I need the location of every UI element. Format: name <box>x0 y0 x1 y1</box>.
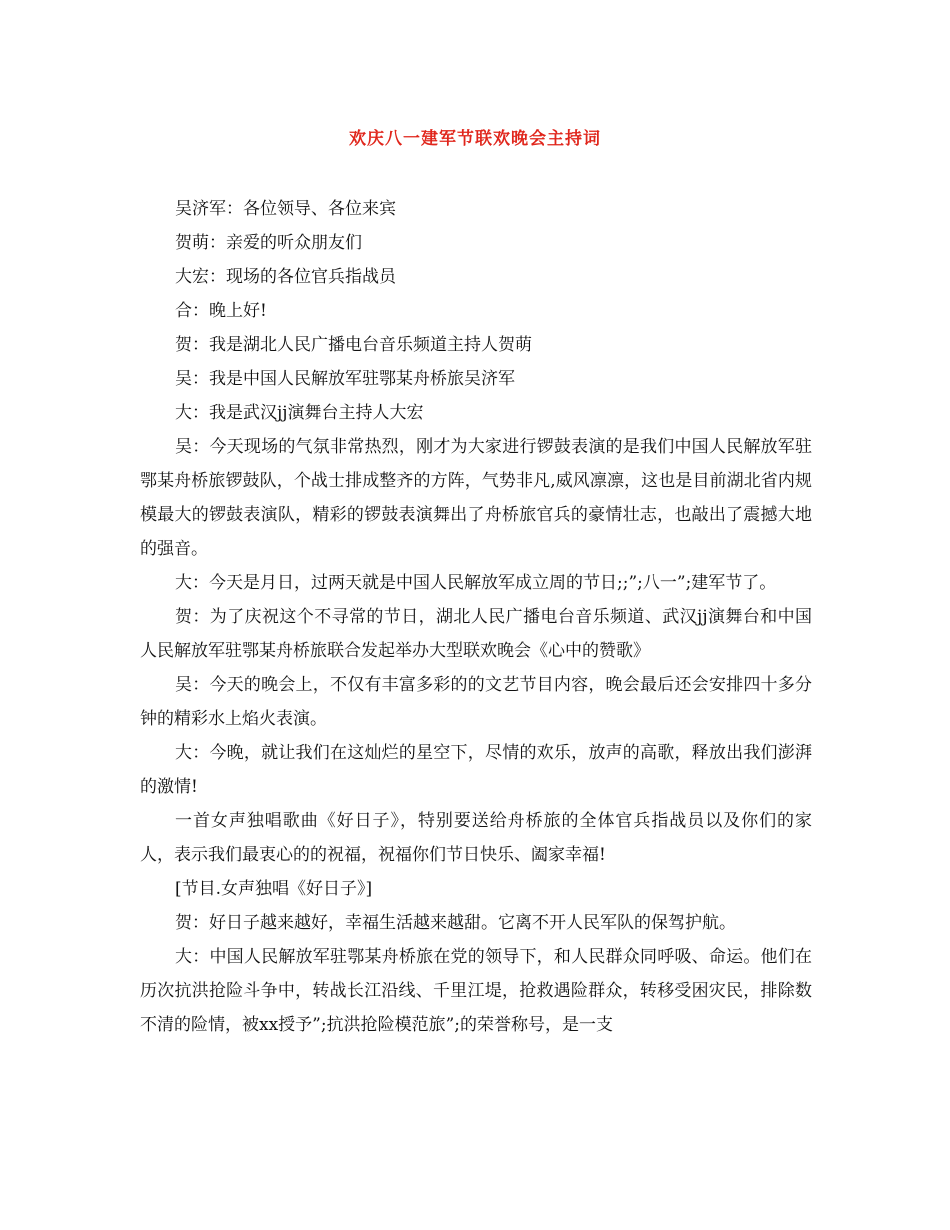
document-title: 欢庆八一建军节联欢晚会主持词 <box>349 129 601 149</box>
paragraph: 吴济军：各位领导、各位来宾 <box>175 199 396 219</box>
paragraph: 贺：为了庆祝这个不寻常的节日，湖北人民广播电台音乐频道、武汉jj演舞台和中国人民解放军驻鄂某舟桥旅联合发起举办大型联欢晚会《心中的赞歌》 <box>140 607 812 661</box>
paragraph: 大：今天是月日，过两天就是中国人民解放军成立周的节日;;”;八一”;建军节了。 <box>175 573 777 593</box>
paragraph: 贺：我是湖北人民广播电台音乐频道主持人贺萌 <box>175 335 532 355</box>
paragraph: 大：今晚，就让我们在这灿烂的星空下，尽情的欢乐，放声的高歌，释放出我们澎湃的激情! <box>140 743 812 797</box>
paragraph: 吴：今天现场的气氛非常热烈，刚才为大家进行锣鼓表演的是我们中国人民解放军驻鄂某舟桥旅锣鼓队，个战士排成整齐的方阵，气势非凡,威风凛凛，这也是目前湖北省内规模最大的锣鼓表演队，精彩的锣鼓表演舞出了舟桥旅官兵的豪情壮志，也敲出了震撼大地的强音。 <box>140 437 812 559</box>
paragraph: 吴：我是中国人民解放军驻鄂某舟桥旅吴济军 <box>175 369 515 389</box>
paragraph: 大：中国人民解放军驻鄂某舟桥旅在党的领导下，和人民群众同呼吸、命运。他们在历次抗洪抢险斗争中，转战长江沿线、千里江堤，抢救遇险群众，转移受困灾民，排除数不清的险情，被xx授予”;抗洪抢险模范旅”;的荣誉称号，是一支 <box>140 947 812 1035</box>
paragraph: [节目.女声独唱《好日子》] <box>175 879 373 899</box>
paragraph: 大：我是武汉jj演舞台主持人大宏 <box>175 403 424 423</box>
paragraph: 贺：好日子越来越好，幸福生活越来越甜。它离不开人民军队的保驾护航。 <box>175 913 736 933</box>
paragraph: 吴：今天的晚会上，不仅有丰富多彩的的文艺节目内容，晚会最后还会安排四十多分钟的精彩水上焰火表演。 <box>140 675 812 729</box>
paragraph: 贺萌：亲爱的听众朋友们 <box>175 233 362 253</box>
document-body <box>140 192 812 1042</box>
paragraph: 大宏：现场的各位官兵指战员 <box>175 267 396 287</box>
paragraph: 一首女声独唱歌曲《好日子》，特别要送给舟桥旅的全体官兵指战员以及你们的家人，表示我们最衷心的的祝福，祝福你们节日快乐、阖家幸福! <box>140 811 812 865</box>
paragraph: 合：晚上好! <box>175 301 267 321</box>
